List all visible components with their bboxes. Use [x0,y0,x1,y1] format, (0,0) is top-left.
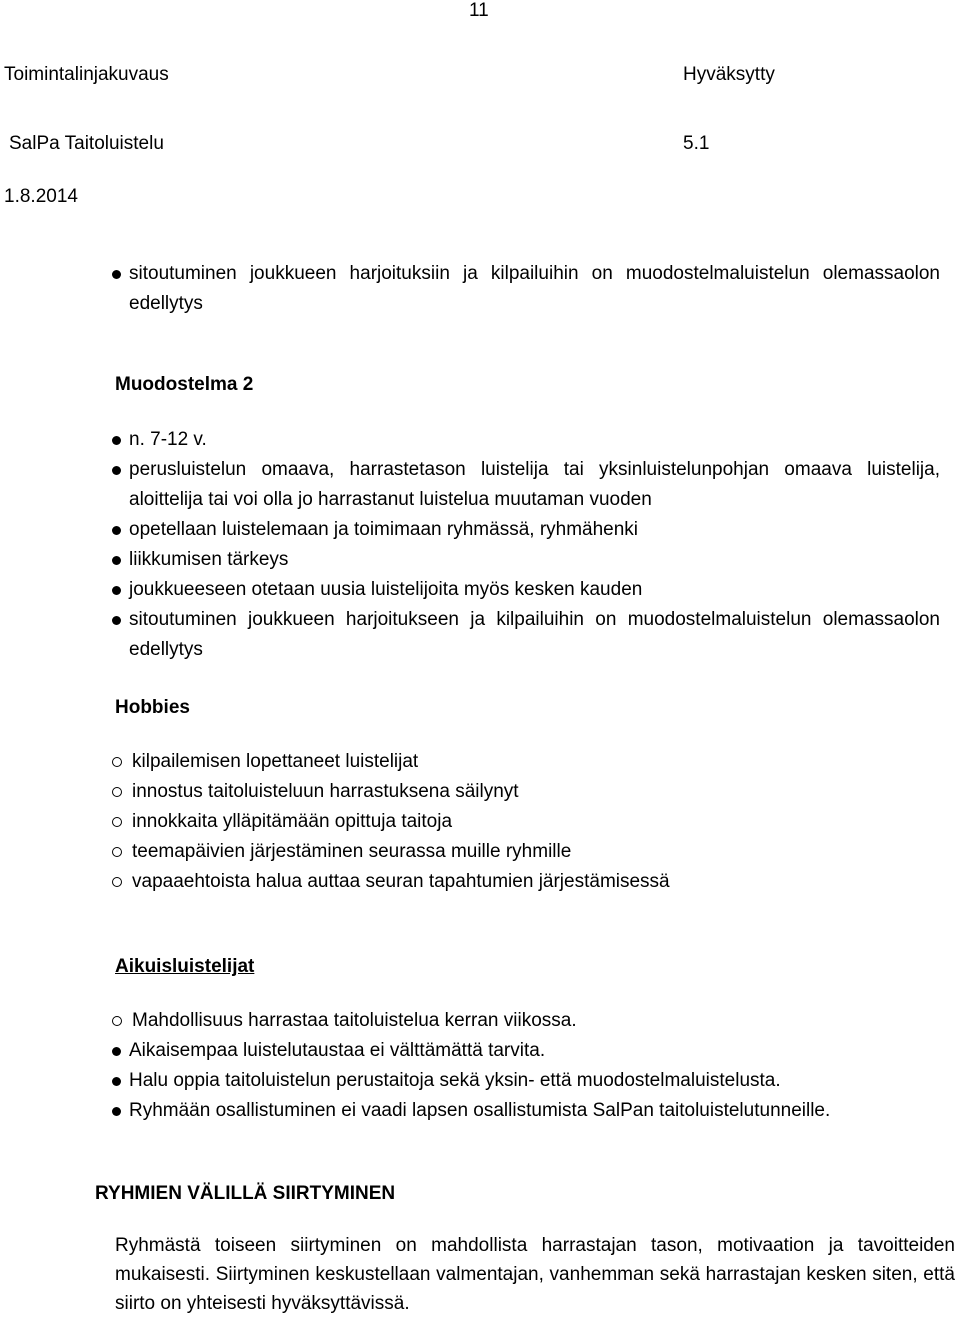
list-item: sitoutuminen joukkueen harjoituksiin ja kilpailuihin on muodostelmaluistelun olemassaolon edellytys [112,259,940,319]
bullet-icon [112,877,122,887]
list-item: sitoutuminen joukkueen harjoitukseen ja kilpailuihin on muodostelmaluistelun olemassaolon edellytys [112,605,940,665]
bullet-icon [112,1047,121,1056]
page-number: 11 [469,0,489,21]
bullet-icon [112,757,122,767]
bullet-icon [112,847,122,857]
bullet-icon [112,616,121,625]
bullet-icon [112,556,121,565]
section-heading-muodostelma-2: Muodostelma 2 [115,374,254,395]
list-item: innostus taitoluisteluun harrastuksena säilynyt [112,777,940,807]
section-heading-aikuisluistelijat: Aikuisluistelijat [115,956,255,977]
list-item: innokkaita ylläpitämään opittuja taitoja [112,807,940,837]
aikuisluistelijat-list [112,1006,940,1126]
document-type: Toimintalinjakuvaus [4,64,169,85]
bullet-icon [112,586,121,595]
list-item: Aikaisempaa luistelutaustaa ei välttämättä tarvita. [112,1036,940,1066]
list-item: teemapäivien järjestäminen seurassa muille ryhmille [112,837,940,867]
siirtyminen-paragraph: Ryhmästä toiseen siirtyminen on mahdollista harrastajan tason, motivaation ja tavoitteiden mukaisesti. Siirtyminen keskustellaan valmentajan, vanhemman sekä harrastajan kesken siten, että siirto on yhteisesti hyväksyttävissä. [115,1235,955,1314]
bullet-icon [112,817,122,827]
muodostelma-2-list [112,425,940,665]
bullet-icon [112,787,122,797]
hobbies-list [112,747,940,897]
section-heading-hobbies: Hobbies [115,697,190,718]
bullet-icon [112,270,121,279]
bullet-icon [112,1016,122,1026]
bullet-icon [112,436,121,445]
list-item: joukkueeseen otetaan uusia luistelijoita myös kesken kauden [112,575,940,605]
list-item: perusluistelun omaava, harrastetason luistelija tai yksinluistelunpohjan omaava luistelija, aloittelija tai voi olla jo harrastanut luistelua muutaman vuoden [112,455,940,515]
bullet-icon [112,1077,121,1086]
list-item: opetellaan luistelemaan ja toimimaan ryhmässä, ryhmähenki [112,515,940,545]
list-item: liikkumisen tärkeys [112,545,940,575]
list-item: n. 7-12 v. [112,425,940,455]
list-item: Ryhmään osallistuminen ei vaadi lapsen osallistumista SalPan taitoluistelutunneille. [112,1096,940,1126]
list-item: Halu oppia taitoluistelun perustaitoja sekä yksin- että muodostelmaluistelusta. [112,1066,940,1096]
version-number: 5.1 [683,133,710,154]
intro-bullet-list [112,259,940,319]
approval-status: Hyväksytty [683,64,775,85]
section-heading-siirtyminen: RYHMIEN VÄLILLÄ SIIRTYMINEN [95,1183,396,1204]
list-item: kilpailemisen lopettaneet luistelijat [112,747,940,777]
bullet-icon [112,466,121,475]
organization-name: SalPa Taitoluistelu [9,133,164,154]
list-item: Mahdollisuus harrastaa taitoluistelua kerran viikossa. [112,1006,940,1036]
bullet-icon [112,1107,121,1116]
document-date: 1.8.2014 [4,186,78,207]
list-item: vapaaehtoista halua auttaa seuran tapahtumien järjestämisessä [112,867,940,897]
bullet-icon [112,526,121,535]
